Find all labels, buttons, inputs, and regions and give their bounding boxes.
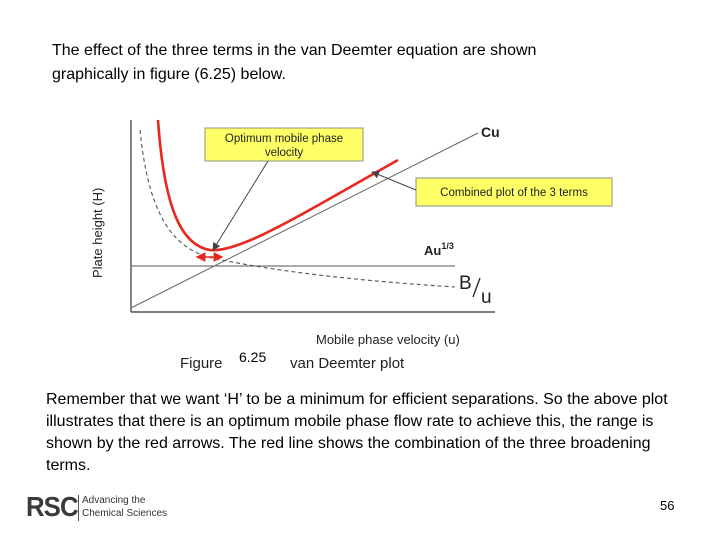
logo-tagline-line-1: Advancing the	[82, 495, 146, 506]
rsc-logo-text: RSC	[26, 491, 78, 522]
intro-line-2: graphically in figure (6.25) below.	[52, 66, 286, 83]
y-axis-label: Plate height (H)	[90, 187, 105, 278]
optimum-callout-line-1: Optimum mobile phase	[224, 133, 344, 145]
x-axis-label: Mobile phase velocity (u)	[316, 332, 460, 347]
logo-tagline-line-2: Chemical Sciences	[82, 508, 168, 519]
figure-caption-number: 6.25	[239, 349, 267, 365]
cu-label: Cu	[481, 124, 500, 140]
figure-caption-prefix: Figure	[180, 355, 223, 372]
logo-divider	[78, 495, 79, 521]
combined-pointer	[372, 172, 416, 190]
figure-caption-title: van Deemter plot	[290, 355, 405, 372]
b-over-u-slash	[473, 278, 480, 297]
au-label-base: Au	[424, 243, 442, 258]
au-label	[424, 241, 454, 258]
figure-caption	[180, 349, 405, 372]
combined-callout-label: Combined plot of the 3 terms	[440, 187, 588, 199]
optimum-callout-line-2: velocity	[264, 147, 304, 159]
explanation-paragraph: Remember that we want ‘H’ to be a minimum for efficient separations. So the above plot illustrates that there is an optimum mobile phase flow rate to achieve this, the range is shown by the red arrows. The red line shows the combination of the three broadening terms.	[46, 391, 668, 474]
au-label-exponent: 1/3	[441, 241, 454, 251]
b-over-u-numerator: B	[459, 273, 472, 294]
intro-line-1: The effect of the three terms in the van Deemter equation are shown	[52, 42, 537, 59]
logo-tagline	[82, 494, 167, 520]
page-number: 56	[660, 498, 675, 513]
b-over-u-denominator: u	[481, 287, 492, 308]
